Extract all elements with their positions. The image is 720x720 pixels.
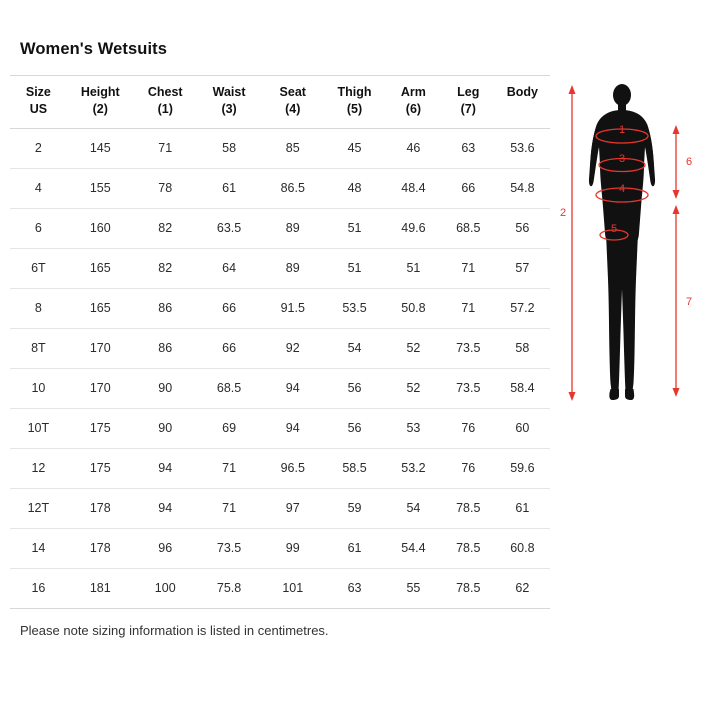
- sizing-note: Please note sizing information is listed in centimetres.: [20, 622, 329, 638]
- cell-chest: 94: [134, 448, 197, 488]
- column-header-chest: Chest (1): [134, 76, 197, 129]
- arm-arrow-top: [673, 125, 680, 134]
- cell-seat: 99: [261, 528, 324, 568]
- cell-thigh: 53.5: [324, 288, 385, 328]
- cell-waist: 75.8: [197, 568, 262, 608]
- cell-height: 178: [67, 528, 134, 568]
- cell-chest: 90: [134, 408, 197, 448]
- cell-chest: 82: [134, 248, 197, 288]
- cell-seat: 91.5: [261, 288, 324, 328]
- cell-thigh: 56: [324, 368, 385, 408]
- label-7: 7: [685, 296, 693, 308]
- label-4: 4: [618, 183, 626, 195]
- cell-height: 181: [67, 568, 134, 608]
- cell-arm: 53.2: [385, 448, 442, 488]
- label-6: 6: [685, 156, 693, 168]
- cell-size: 8T: [10, 328, 67, 368]
- cell-seat: 85: [261, 128, 324, 168]
- column-header-seat: Seat (4): [261, 76, 324, 129]
- cell-body: 58.4: [495, 368, 550, 408]
- table-row: [10, 568, 550, 608]
- table-row: [10, 288, 550, 328]
- table-row: [10, 448, 550, 488]
- cell-seat: 92: [261, 328, 324, 368]
- table-row: [10, 168, 550, 208]
- cell-seat: 97: [261, 488, 324, 528]
- cell-arm: 55: [385, 568, 442, 608]
- cell-chest: 96: [134, 528, 197, 568]
- cell-thigh: 58.5: [324, 448, 385, 488]
- cell-thigh: 59: [324, 488, 385, 528]
- cell-arm: 52: [385, 328, 442, 368]
- cell-chest: 86: [134, 288, 197, 328]
- cell-leg: 78.5: [442, 528, 495, 568]
- cell-waist: 64: [197, 248, 262, 288]
- cell-waist: 71: [197, 488, 262, 528]
- cell-waist: 71: [197, 448, 262, 488]
- table-row: [10, 128, 550, 168]
- cell-height: 170: [67, 328, 134, 368]
- cell-size: 14: [10, 528, 67, 568]
- cell-arm: 48.4: [385, 168, 442, 208]
- cell-waist: 66: [197, 288, 262, 328]
- cell-thigh: 51: [324, 208, 385, 248]
- table-header-row: [10, 76, 550, 129]
- cell-chest: 86: [134, 328, 197, 368]
- cell-size: 10T: [10, 408, 67, 448]
- arm-arrow-bottom: [673, 190, 680, 199]
- table-row: [10, 368, 550, 408]
- cell-thigh: 54: [324, 328, 385, 368]
- cell-height: 165: [67, 288, 134, 328]
- cell-arm: 53: [385, 408, 442, 448]
- cell-waist: 68.5: [197, 368, 262, 408]
- cell-leg: 78.5: [442, 488, 495, 528]
- cell-body: 53.6: [495, 128, 550, 168]
- cell-thigh: 61: [324, 528, 385, 568]
- cell-body: 56: [495, 208, 550, 248]
- cell-waist: 63.5: [197, 208, 262, 248]
- label-5: 5: [610, 223, 618, 235]
- cell-height: 165: [67, 248, 134, 288]
- cell-arm: 50.8: [385, 288, 442, 328]
- cell-leg: 73.5: [442, 368, 495, 408]
- cell-arm: 54: [385, 488, 442, 528]
- cell-height: 160: [67, 208, 134, 248]
- cell-height: 145: [67, 128, 134, 168]
- cell-arm: 52: [385, 368, 442, 408]
- table-row: [10, 488, 550, 528]
- cell-body: 57: [495, 248, 550, 288]
- cell-chest: 82: [134, 208, 197, 248]
- cell-size: 12: [10, 448, 67, 488]
- cell-arm: 54.4: [385, 528, 442, 568]
- cell-height: 155: [67, 168, 134, 208]
- cell-thigh: 56: [324, 408, 385, 448]
- leg-arrow-top: [673, 205, 680, 214]
- cell-arm: 51: [385, 248, 442, 288]
- cell-body: 62: [495, 568, 550, 608]
- cell-arm: 49.6: [385, 208, 442, 248]
- cell-arm: 46: [385, 128, 442, 168]
- cell-leg: 73.5: [442, 328, 495, 368]
- cell-waist: 66: [197, 328, 262, 368]
- column-header-arm: Arm (6): [385, 76, 442, 129]
- height-arrow-top: [569, 85, 576, 94]
- column-header-waist: Waist (3): [197, 76, 262, 129]
- table-row: [10, 408, 550, 448]
- cell-thigh: 63: [324, 568, 385, 608]
- cell-size: 2: [10, 128, 67, 168]
- cell-body: 60: [495, 408, 550, 448]
- cell-thigh: 45: [324, 128, 385, 168]
- cell-leg: 76: [442, 448, 495, 488]
- label-2: 2: [559, 207, 567, 219]
- cell-chest: 78: [134, 168, 197, 208]
- height-arrow-bottom: [569, 392, 576, 401]
- cell-chest: 90: [134, 368, 197, 408]
- cell-size: 8: [10, 288, 67, 328]
- size-table-wrapper: [10, 75, 550, 609]
- table-body: [10, 128, 550, 608]
- cell-size: 6: [10, 208, 67, 248]
- cell-seat: 94: [261, 408, 324, 448]
- cell-waist: 73.5: [197, 528, 262, 568]
- cell-size: 6T: [10, 248, 67, 288]
- column-header-body: Body: [495, 76, 550, 129]
- size-table: [10, 75, 550, 609]
- cell-leg: 71: [442, 288, 495, 328]
- cell-seat: 89: [261, 248, 324, 288]
- cell-leg: 76: [442, 408, 495, 448]
- cell-waist: 61: [197, 168, 262, 208]
- cell-leg: 68.5: [442, 208, 495, 248]
- cell-chest: 100: [134, 568, 197, 608]
- cell-chest: 94: [134, 488, 197, 528]
- cell-leg: 63: [442, 128, 495, 168]
- cell-seat: 96.5: [261, 448, 324, 488]
- cell-body: 61: [495, 488, 550, 528]
- label-3: 3: [618, 153, 626, 165]
- table-row: [10, 208, 550, 248]
- cell-thigh: 51: [324, 248, 385, 288]
- cell-height: 170: [67, 368, 134, 408]
- cell-size: 16: [10, 568, 67, 608]
- cell-height: 175: [67, 408, 134, 448]
- table-row: [10, 248, 550, 288]
- cell-thigh: 48: [324, 168, 385, 208]
- column-header-height: Height (2): [67, 76, 134, 129]
- table-row: [10, 528, 550, 568]
- cell-seat: 86.5: [261, 168, 324, 208]
- measurement-diagram: [556, 83, 720, 413]
- leg-arrow-bottom: [673, 388, 680, 397]
- cell-waist: 69: [197, 408, 262, 448]
- chart-content: [10, 75, 710, 609]
- cell-body: 59.6: [495, 448, 550, 488]
- cell-body: 54.8: [495, 168, 550, 208]
- cell-leg: 78.5: [442, 568, 495, 608]
- cell-chest: 71: [134, 128, 197, 168]
- cell-seat: 101: [261, 568, 324, 608]
- cell-waist: 58: [197, 128, 262, 168]
- cell-height: 175: [67, 448, 134, 488]
- cell-size: 12T: [10, 488, 67, 528]
- column-header-size: Size US: [10, 76, 67, 129]
- cell-size: 4: [10, 168, 67, 208]
- column-header-leg: Leg (7): [442, 76, 495, 129]
- cell-seat: 94: [261, 368, 324, 408]
- cell-size: 10: [10, 368, 67, 408]
- table-row: [10, 328, 550, 368]
- label-1: 1: [618, 124, 626, 136]
- cell-body: 58: [495, 328, 550, 368]
- column-header-thigh: Thigh (5): [324, 76, 385, 129]
- cell-body: 57.2: [495, 288, 550, 328]
- cell-leg: 71: [442, 248, 495, 288]
- page-title: Women's Wetsuits: [20, 40, 168, 58]
- cell-height: 178: [67, 488, 134, 528]
- cell-seat: 89: [261, 208, 324, 248]
- table-header: [10, 76, 550, 129]
- cell-body: 60.8: [495, 528, 550, 568]
- cell-leg: 66: [442, 168, 495, 208]
